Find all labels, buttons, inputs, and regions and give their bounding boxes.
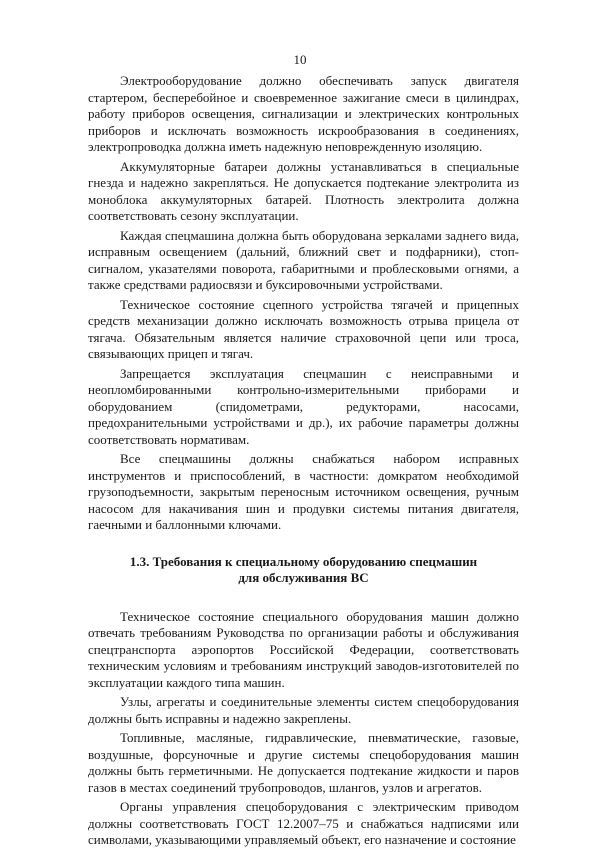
paragraph-tool-set: Все спецмашины должны снабжаться набором исправных инструментов и приспособлений, в частности: домкратом необходимой грузоподъемности, закрытым переносным источником освещения, ручным насосом для накачивания шин и продувки системы питания двигателя, гаечными и баллонными ключами.	[88, 451, 519, 532]
paragraph-electrical-equipment: Электрооборудование должно обеспечивать запуск двигателя стартером, бесперебойное и своевременное зажигание смеси в цилиндрах, работу приборов освещения, сигнализации и электрических контрольных приборов и исключать возможность искрообразования в соединениях, электропроводка должна иметь надежную неповрежденную изоляцию.	[88, 73, 519, 154]
section-heading-line-2: для обслуживания ВС	[238, 570, 369, 585]
paragraph-special-equipment-condition: Техническое состояние специального оборудования машин должно отвечать требованиям Руководства по организации работы и обслуживания спецтранспорта аэропортов Российской Федерации, соответствовать техническим условиям и требованиям инструкций заводов-изготовителей по эксплуатации каждого типа машин.	[88, 608, 519, 690]
section-heading-line-1: 1.3. Требования к специальному оборудованию спецмашин	[129, 553, 478, 569]
document-body	[88, 73, 519, 852]
paragraph-batteries: Аккумуляторные батареи должны устанавливаться в специальные гнезда и надежно закрепляться. Не допускается подтекание электролита из моноблока аккумуляторных батарей. Плотность электролита должна соответствовать сезону эксплуатации.	[88, 158, 519, 223]
paragraph-mirrors-lighting: Каждая спецмашина должна быть оборудована зеркалами заднего вида, исправным освещением (дальний, ближний свет и подфарники), стоп-сигналом, указателями поворота, габаритными и проблесковыми огнями, а также средствами радиосвязи и буксировочными устройствами.	[88, 227, 519, 292]
paragraph-electric-controls: Органы управления спецоборудования с электрическим приводом должны соответствовать ГОСТ 12.2007–75 и снабжаться надписями или символами, указывающими управляемый объект, его назначение и состояние	[88, 799, 519, 847]
paragraph-coupling-device: Техническое состояние сцепного устройства тягачей и прицепных средств механизации должно исключать возможность отрыва прицела от тягача. Обязательным является наличие страховочной цепи или троса, связывающих прицеп и тягач.	[88, 296, 519, 361]
section-heading	[88, 554, 519, 587]
paragraph-systems-sealed: Топливные, масляные, гидравлические, пневматические, газовые, воздушные, форсуночные и другие системы спецоборудования машин должны быть герметичными. Не допускается подтекание жидкости и паров газов в местах соединений трубопроводов, шлангов, узлов и агрегатов.	[88, 730, 519, 795]
paragraph-instruments-prohibited: Запрещается эксплуатация спецмашин с неисправными и неопломбированными контрольно-измерительными приборами и оборудованием (спидометрами, редукторами, насосами, предохранительными устройствами и др.), их рабочие параметры должны соответствовать нормативам.	[88, 365, 519, 447]
page-number: 10	[293, 52, 307, 67]
paragraph-units-aggregates: Узлы, агрегаты и соединительные элементы систем спецоборудования должны быть исправны и надежно закреплены.	[88, 694, 519, 726]
